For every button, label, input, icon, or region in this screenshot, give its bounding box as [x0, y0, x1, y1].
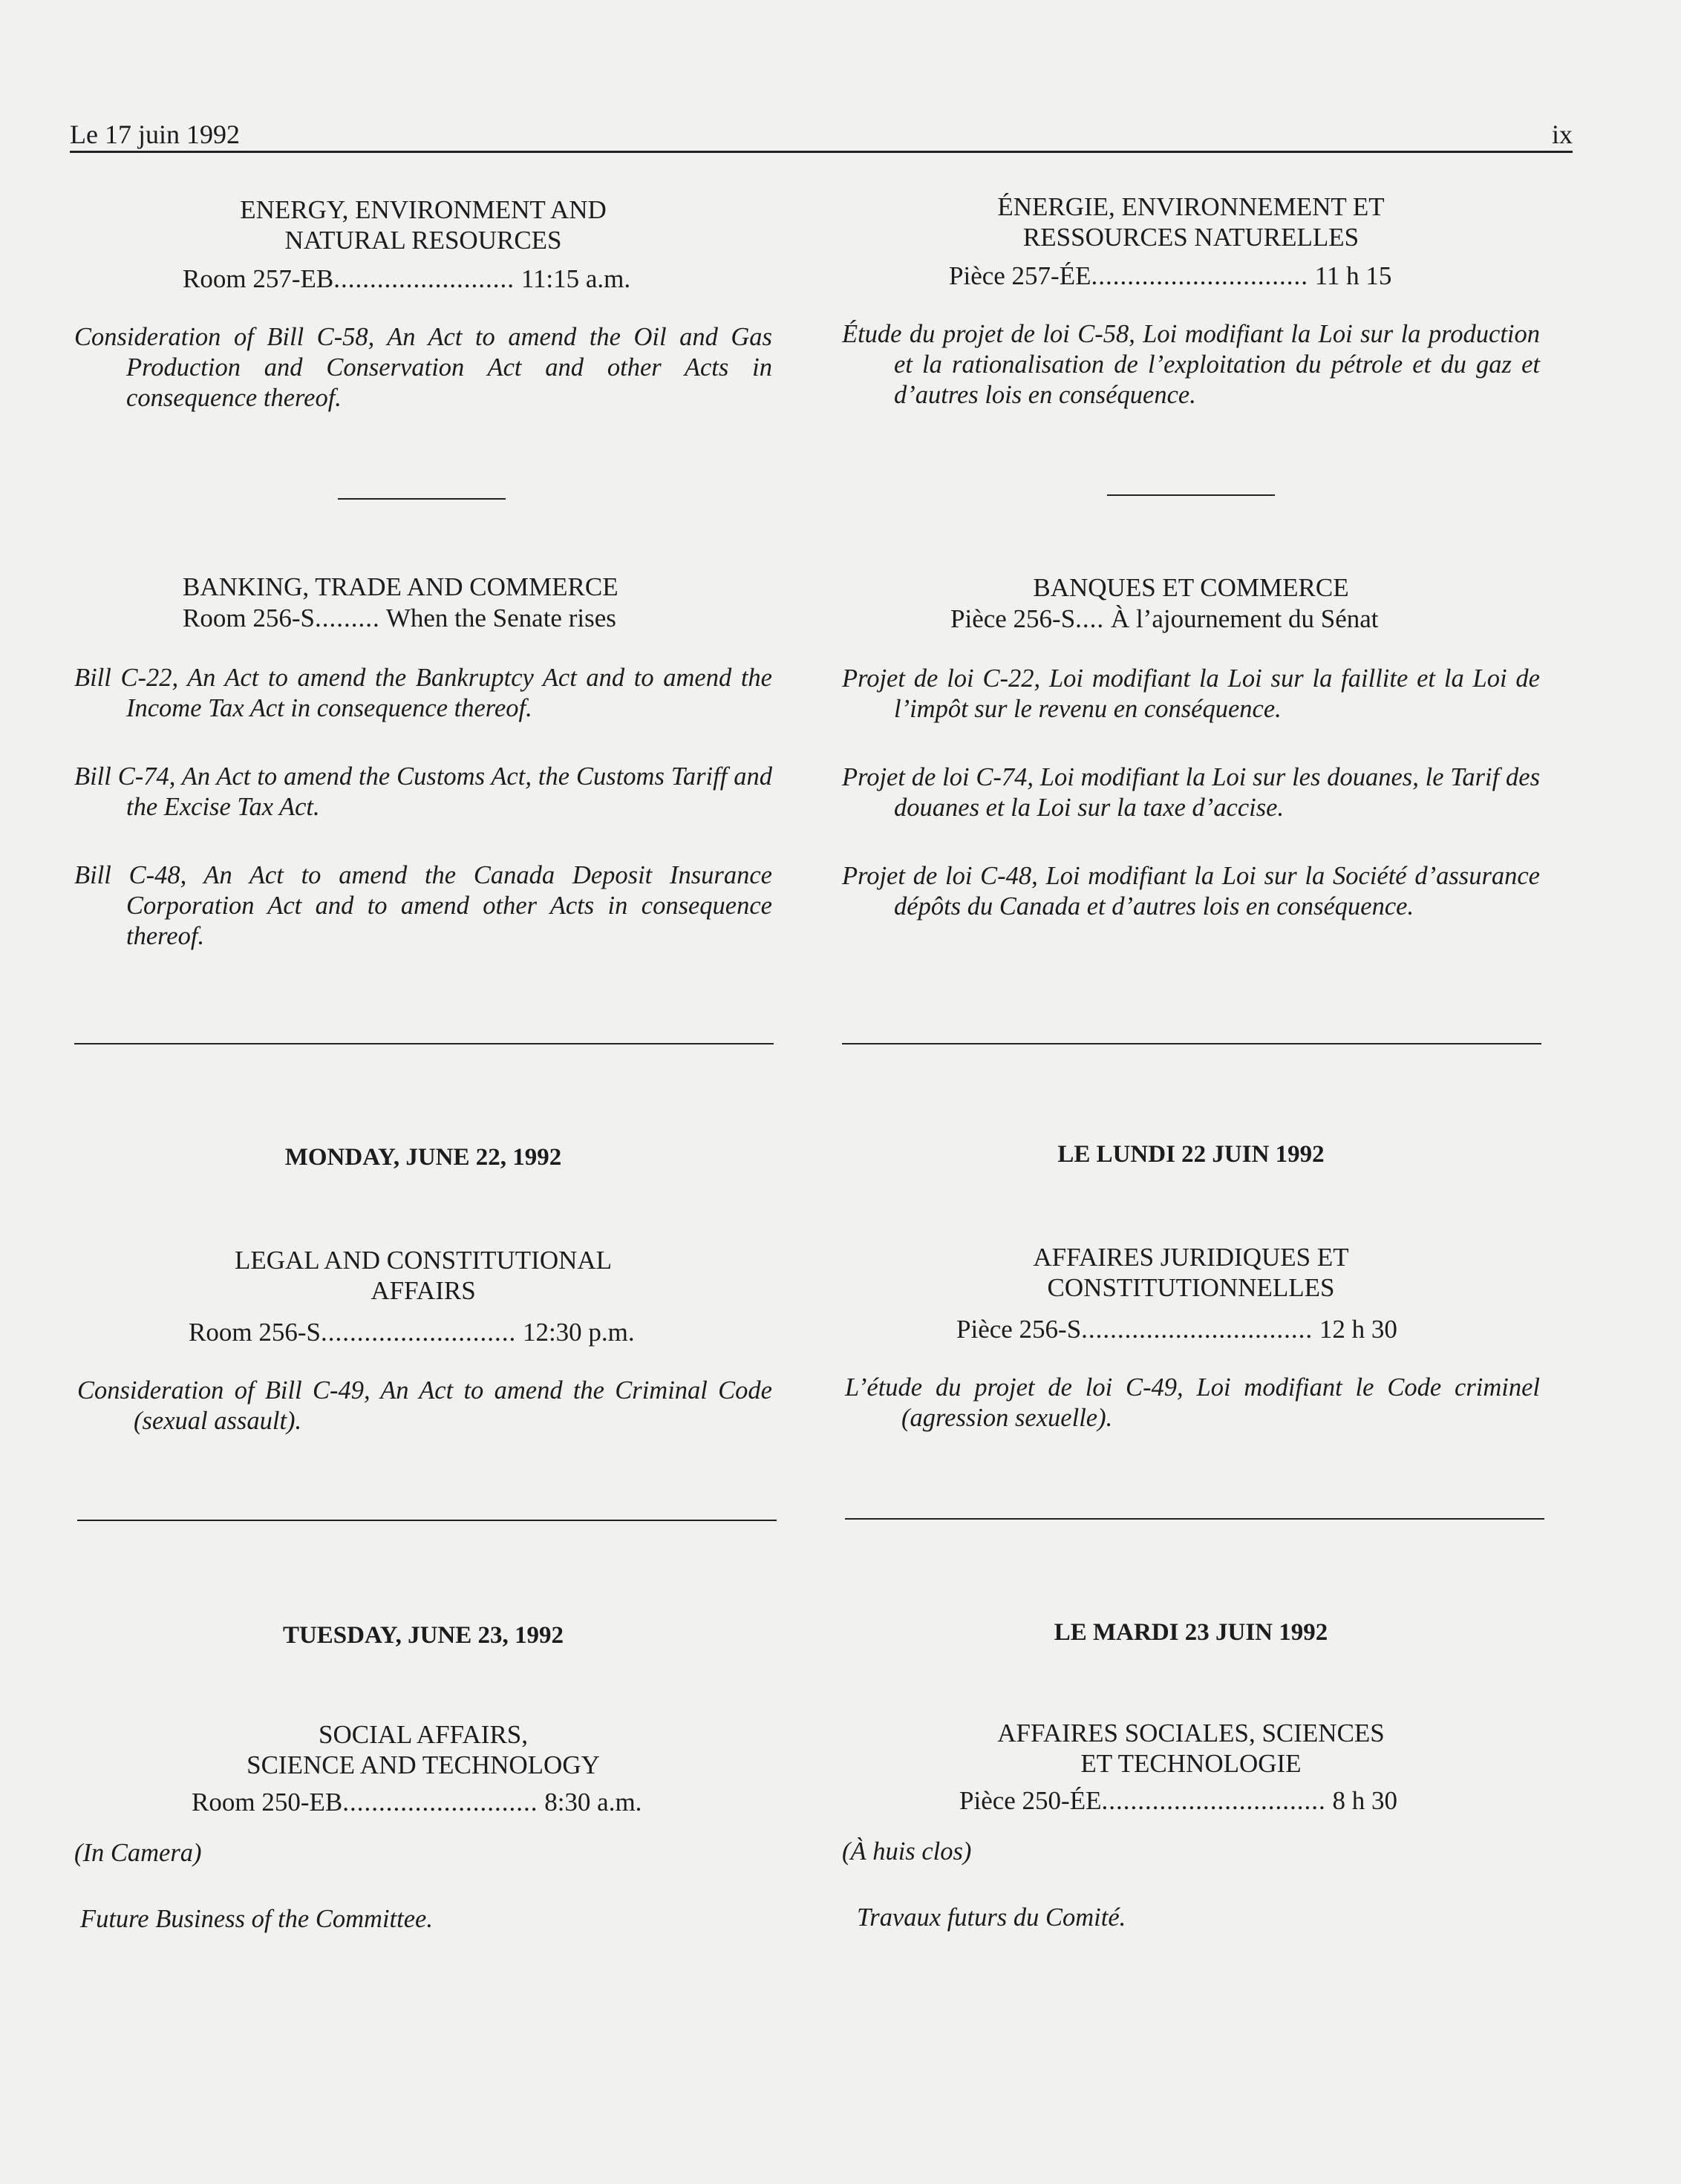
day-heading: MONDAY, JUNE 22, 1992: [284, 1144, 562, 1171]
day-heading: TUESDAY, JUNE 23, 1992: [282, 1622, 564, 1649]
section-rule: [845, 1518, 1544, 1520]
room: Pièce 250-ÉE: [959, 1786, 1102, 1815]
banking-section-en: [74, 572, 772, 952]
time: When the Senate rises: [385, 604, 616, 632]
in-camera-note: (À huis clos): [842, 1837, 972, 1866]
bill-item: Bill C-22, An Act to amend the Bankruptcy Act and to amend the Income Tax Act in consequence thereof.: [74, 664, 772, 722]
section-title: ENERGY, ENVIRONMENT AND: [240, 195, 607, 224]
bill-item: Projet de loi C-22, Loi modifiant la Loi sur la faillite et la Loi de l’impôt sur le revenu en conséquence.: [842, 664, 1540, 723]
section-title: ÉNERGIE, ENVIRONNEMENT ET: [997, 192, 1385, 221]
room: Room 256-S: [183, 604, 315, 632]
legal-section-fr: [842, 1242, 1540, 1433]
section-title: NATURAL RESOURCES: [284, 226, 562, 255]
section-title: BANKING, TRADE AND COMMERCE: [183, 572, 618, 601]
section-description: Étude du projet de loi C-58, Loi modifiant la Loi sur la production et la rationalisation de l’exploitation du pétrole et du gaz et d’autres lois en conséquence.: [842, 320, 1540, 409]
section-title: SCIENCE AND TECHNOLOGY: [247, 1750, 600, 1779]
time: À l’ajournement du Sénat: [1110, 604, 1379, 633]
section-title: AFFAIRES JURIDIQUES ET: [1033, 1243, 1349, 1272]
leader-dots: ...........................: [320, 1318, 517, 1347]
section-description: Consideration of Bill C-58, An Act to amend the Oil and Gas Production and Conservation Act and other Acts in consequence thereof.: [74, 323, 772, 412]
room: Pièce 256-S: [950, 604, 1076, 633]
time: 8:30 a.m.: [544, 1788, 642, 1817]
time: 8 h 30: [1332, 1786, 1397, 1815]
room-time-line: [842, 604, 1540, 634]
leader-dots: ................................: [1081, 1315, 1313, 1344]
time: 12:30 p.m.: [522, 1318, 635, 1347]
section-title: CONSTITUTIONNELLES: [1047, 1273, 1335, 1302]
bill-item: Projet de loi C-74, Loi modifiant la Loi sur les douanes, le Tarif des douanes et la Loi sur la taxe d’accise.: [842, 763, 1540, 822]
section-title: AFFAIRES SOCIALES, SCIENCES: [997, 1719, 1385, 1747]
room: Pièce 257-ÉE: [949, 261, 1091, 290]
section-title: LEGAL AND CONSTITUTIONAL: [234, 1246, 613, 1275]
future-business: Travaux futurs du Comité.: [857, 1903, 1126, 1932]
energy-section-en: [74, 194, 772, 413]
bill-item: Bill C-74, An Act to amend the Customs Act, the Customs Tariff and the Excise Tax Act.: [74, 762, 772, 821]
time: 12 h 30: [1319, 1315, 1397, 1344]
time: 11:15 a.m.: [520, 264, 631, 293]
section-description: Consideration of Bill C-49, An Act to amend the Criminal Code (sexual assault).: [77, 1376, 772, 1435]
room: Room 257-EB: [183, 264, 334, 293]
day-heading: LE MARDI 23 JUIN 1992: [1054, 1619, 1328, 1646]
section-title: BANQUES ET COMMERCE: [1033, 573, 1349, 602]
room: Room 256-S: [189, 1318, 321, 1347]
leader-dots: ...........................: [342, 1788, 538, 1817]
leader-dots: ....: [1075, 604, 1105, 633]
social-section-fr: [842, 1718, 1540, 1933]
section-rule: [74, 1043, 774, 1044]
room: Pièce 256-S: [956, 1315, 1082, 1344]
section-title: AFFAIRS: [371, 1276, 476, 1305]
bill-item: Bill C-48, An Act to amend the Canada Deposit Insurance Corporation Act and to amend other Acts in consequence thereof.: [74, 861, 772, 950]
leader-dots: ..............................: [1091, 261, 1308, 290]
section-title: RESSOURCES NATURELLES: [1022, 223, 1360, 252]
section-description: L’étude du projet de loi C-49, Loi modifiant le Code criminel (agression sexuelle).: [845, 1373, 1540, 1432]
header-date: Le 17 juin 1992: [70, 120, 240, 149]
room: Room 250-EB: [192, 1788, 343, 1817]
section-rule: [842, 1043, 1541, 1044]
future-business: Future Business of the Committee.: [80, 1905, 433, 1933]
bill-item: Projet de loi C-48, Loi modifiant la Loi sur la Société d’assurance dépôts du Canada et d’autres lois en conséquence.: [842, 862, 1540, 921]
day-heading: LE LUNDI 22 JUIN 1992: [1057, 1141, 1325, 1168]
leader-dots: .........: [314, 604, 380, 632]
section-title: SOCIAL AFFAIRS,: [318, 1720, 529, 1749]
leader-dots: ...............................: [1101, 1786, 1326, 1815]
page-number: ix: [1551, 120, 1573, 149]
short-rule: [1107, 494, 1275, 496]
section-title: ET TECHNOLOGIE: [1080, 1749, 1302, 1778]
room-time-line: [842, 1315, 1540, 1344]
short-rule: [338, 498, 506, 500]
room-time-line: [74, 1318, 772, 1347]
social-section-en: [74, 1719, 772, 1935]
room-time-line: [74, 1788, 772, 1817]
legal-section-en: [74, 1245, 772, 1436]
leader-dots: .........................: [333, 264, 515, 293]
room-time-line: [74, 264, 772, 294]
room-time-line: [842, 261, 1540, 291]
room-time-line: [74, 604, 772, 633]
header-rule: [70, 151, 1573, 153]
section-rule: [77, 1520, 777, 1521]
time: 11 h 15: [1314, 261, 1392, 290]
room-time-line: [842, 1786, 1540, 1816]
energy-section-fr: [842, 192, 1540, 411]
banking-section-fr: [842, 572, 1540, 922]
in-camera-note: (In Camera): [74, 1839, 202, 1867]
